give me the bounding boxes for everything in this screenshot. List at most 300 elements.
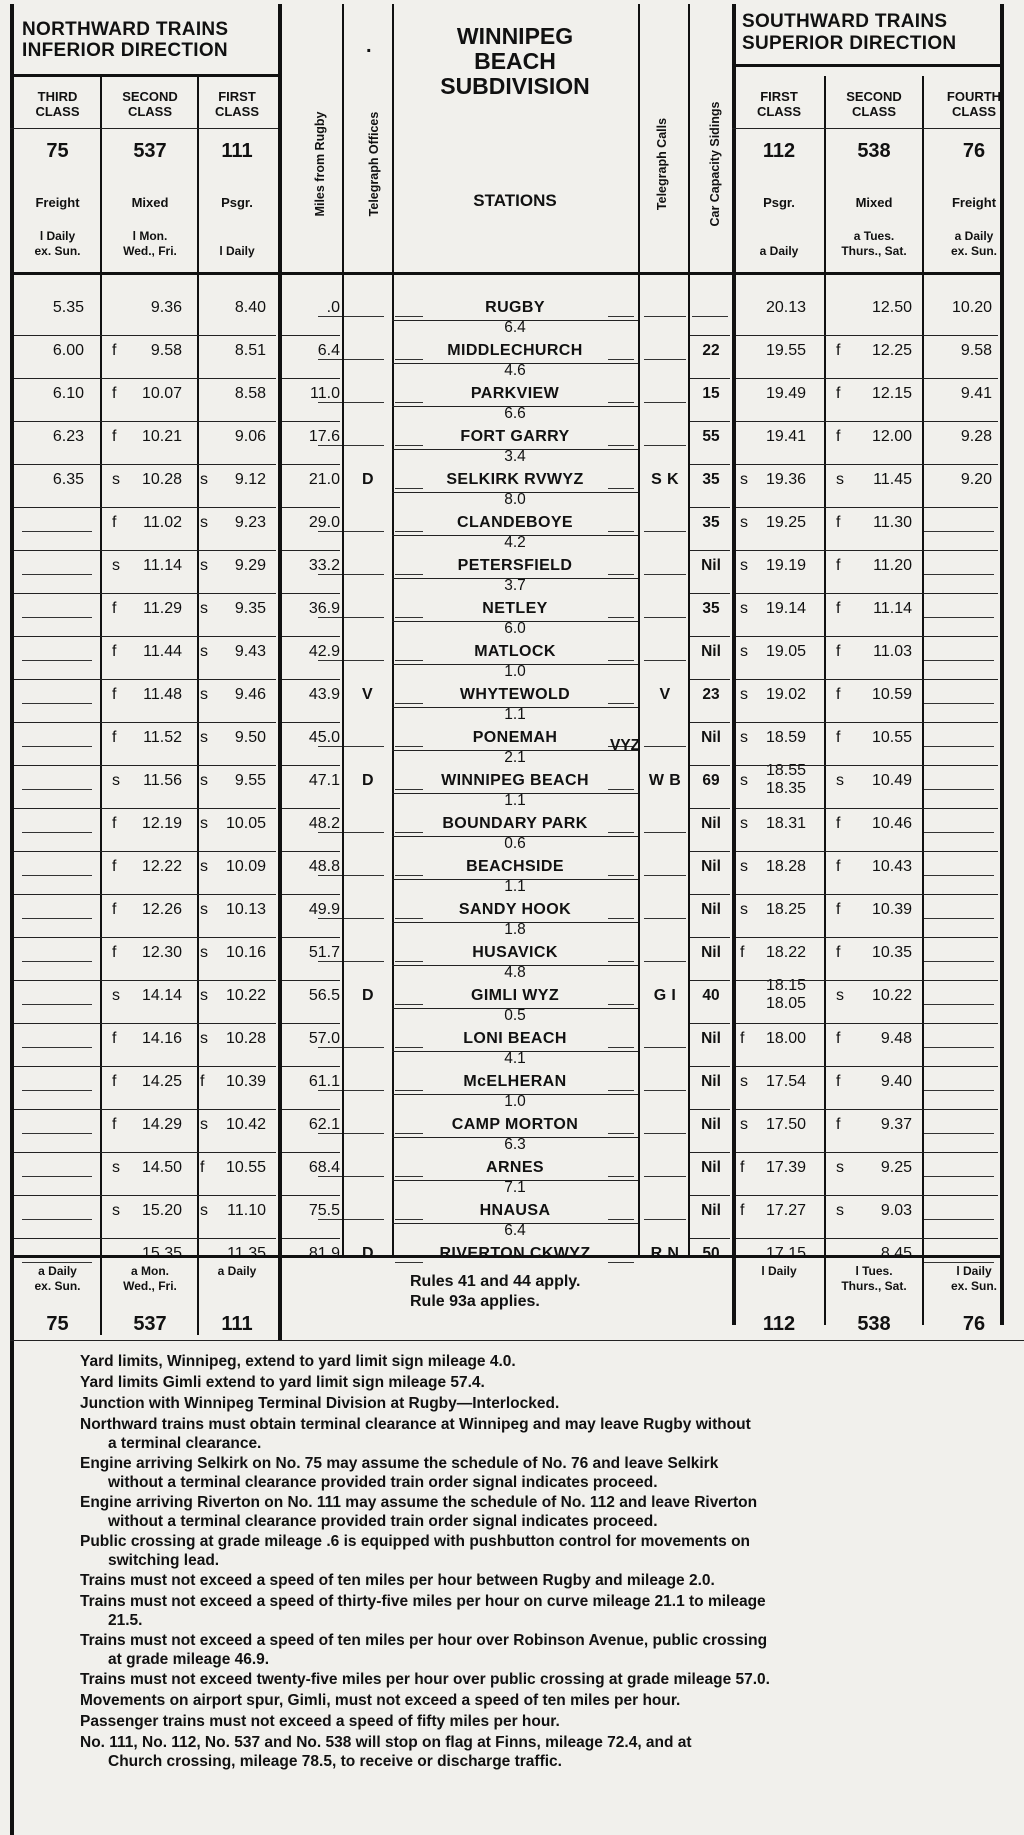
row-rule xyxy=(392,1051,638,1052)
station-name: HUSAVICK xyxy=(472,944,558,961)
telegraph-calls-header: Telegraph Calls xyxy=(655,117,669,211)
train-112-flag: s xyxy=(740,729,748,746)
northward-subtitle: INFERIOR DIRECTION xyxy=(22,40,228,61)
instruction-text: Yard limits, Winnipeg, extend to yard limit sign mileage 4.0. xyxy=(80,1353,516,1370)
train-538-flag: f xyxy=(836,385,841,402)
row-rule xyxy=(14,894,276,895)
column-rule xyxy=(638,4,640,1255)
row-rule xyxy=(736,679,998,680)
mileage: 75.5 xyxy=(308,1202,340,1219)
train-538-flag: f xyxy=(836,1116,841,1133)
distance-to-next: 4.8 xyxy=(504,964,526,981)
row-rule xyxy=(690,808,730,809)
train-112-flag: s xyxy=(740,901,748,918)
station-name: HNAUSA xyxy=(479,1202,551,1219)
train-537-flag: f xyxy=(112,815,117,832)
train-537-time: 14.25 xyxy=(141,1073,182,1090)
row-rule xyxy=(736,894,998,895)
instruction-note xyxy=(80,1532,980,1570)
train-537-flag: f xyxy=(112,385,117,402)
train-538-time: 11.30 xyxy=(873,514,912,531)
car-capacity: Nil xyxy=(701,858,721,875)
train-76-blank-line xyxy=(922,531,994,532)
station-name: PETERSFIELD xyxy=(457,557,573,574)
office-blank-line xyxy=(318,961,384,962)
office-blank-line xyxy=(318,1176,384,1177)
station-tail-line xyxy=(608,789,634,790)
train-538-flag: f xyxy=(836,428,841,445)
south_trains-days-2: a Daily xyxy=(759,244,799,258)
car-capacity-header: Car Capacity Sidings xyxy=(708,101,722,227)
distance-to-next: 6.0 xyxy=(504,620,526,637)
office-blank-line xyxy=(318,445,384,446)
station-name: RIVERTON CKWYZ xyxy=(439,1245,591,1262)
north_trains-foot-train-number: 537 xyxy=(133,1313,167,1335)
train-111-time: 10.05 xyxy=(225,815,266,832)
north_trains-train-number: 537 xyxy=(133,140,167,162)
car-capacity: 15 xyxy=(702,385,720,402)
station-name: PONEMAH xyxy=(472,729,558,746)
train-112-time: 19.25 xyxy=(765,514,807,531)
south_trains-train-number: 538 xyxy=(857,140,891,162)
train-111-flag: s xyxy=(200,1030,208,1047)
train-537-flag: f xyxy=(112,342,117,359)
train-75-blank-line xyxy=(22,875,92,876)
row-rule xyxy=(14,1066,276,1067)
instruction-text: Public crossing at grade mileage .6 is equipped with pushbutton control for movements on xyxy=(80,1533,751,1550)
train-538-flag: f xyxy=(836,815,841,832)
column-rule xyxy=(197,76,199,1335)
south_trains-foot-days-2: Thurs., Sat. xyxy=(841,1279,907,1293)
row-rule xyxy=(14,765,276,766)
instruction-note xyxy=(80,1631,980,1669)
train-75-blank-line xyxy=(22,961,92,962)
winnipeg-beach-extra-calls: VYZ xyxy=(610,737,641,754)
south_trains-train-kind: Psgr. xyxy=(763,195,795,210)
station-tail-line xyxy=(608,1047,634,1048)
row-rule xyxy=(392,664,638,665)
train-111-flag: s xyxy=(200,1116,208,1133)
train-538-flag: s xyxy=(836,471,844,488)
station-name: ARNES xyxy=(485,1159,544,1176)
train-537-time: 10.07 xyxy=(141,385,182,402)
mileage: 43.9 xyxy=(308,686,340,703)
mileage: 42.9 xyxy=(308,643,340,660)
row-rule xyxy=(282,722,340,723)
car-capacity: 69 xyxy=(702,772,720,789)
distance-to-next: 1.1 xyxy=(504,706,526,723)
row-rule xyxy=(282,1152,340,1153)
mileage: 62.1 xyxy=(308,1116,340,1133)
south_trains-train-kind: Mixed xyxy=(855,195,893,210)
train-538-time: 10.46 xyxy=(871,815,912,832)
north_trains-train-number: 111 xyxy=(221,140,253,162)
dot-mark: . xyxy=(366,35,372,57)
car-capacity: Nil xyxy=(701,643,721,660)
north_trains-foot-days-2: ex. Sun. xyxy=(34,1279,81,1293)
train-75-time: 5.35 xyxy=(52,299,84,316)
train-111-time: 9.35 xyxy=(234,600,266,617)
mileage: 49.9 xyxy=(308,901,340,918)
row-rule xyxy=(392,793,638,794)
station-tail-line xyxy=(608,1176,634,1177)
train-537-time: 11.29 xyxy=(143,600,182,617)
row-rule xyxy=(14,1109,276,1110)
call-blank-line xyxy=(644,918,686,919)
train-112-time: 18.00 xyxy=(765,1030,807,1047)
train-111-flag: s xyxy=(200,729,208,746)
instruction-text: Passenger trains must not exceed a speed of fifty miles per hour. xyxy=(80,1713,560,1730)
instruction-note xyxy=(80,1571,980,1590)
row-rule xyxy=(736,1238,998,1239)
train-112-flag: s xyxy=(740,471,748,488)
station-tail-line xyxy=(608,617,634,618)
call-blank-line xyxy=(644,660,686,661)
train-111-time: 10.39 xyxy=(225,1073,266,1090)
row-rule xyxy=(392,879,638,880)
train-538-time: 10.59 xyxy=(871,686,912,703)
north_trains-days-1: l Daily xyxy=(39,229,76,243)
train-76-time: 10.20 xyxy=(951,299,992,316)
train-112-time: 18.59 xyxy=(765,729,807,746)
train-76-blank-line xyxy=(922,1004,994,1005)
row-rule xyxy=(690,980,730,981)
station-lead-line xyxy=(395,316,423,317)
stations-header: STATIONS xyxy=(473,191,557,210)
train-538-time: 12.00 xyxy=(871,428,912,445)
south_trains-class-1: FOURTH xyxy=(946,89,1002,104)
car-capacity: Nil xyxy=(701,729,721,746)
train-538-time: 12.15 xyxy=(871,385,912,402)
row-rule xyxy=(392,363,638,364)
instruction-continuation: at grade mileage 46.9. xyxy=(108,1651,270,1668)
office-blank-line xyxy=(318,531,384,532)
rules-line-1: Rules 41 and 44 apply. xyxy=(410,1273,581,1290)
car-capacity: 55 xyxy=(702,428,720,445)
train-537-time: 14.50 xyxy=(141,1159,182,1176)
station-lead-line xyxy=(395,746,423,747)
distance-to-next: 8.0 xyxy=(504,491,526,508)
train-111-flag: s xyxy=(200,643,208,660)
call-blank-line xyxy=(644,531,686,532)
mileage: 51.7 xyxy=(308,944,340,961)
row-rule xyxy=(690,937,730,938)
station-lead-line xyxy=(395,961,423,962)
row-rule xyxy=(736,1109,998,1110)
train-111-time: 10.16 xyxy=(225,944,266,961)
row-rule xyxy=(282,894,340,895)
train-112-time: 19.05 xyxy=(765,643,807,660)
train-112-time: 17.50 xyxy=(765,1116,807,1133)
north_trains-class-1: FIRST xyxy=(218,89,256,104)
train-537-flag: s xyxy=(112,1159,120,1176)
train-111-time: 9.23 xyxy=(234,514,266,531)
call-blank-line xyxy=(644,746,686,747)
south_trains-class-2: CLASS xyxy=(851,104,897,119)
train-538-time: 10.49 xyxy=(871,772,912,789)
station-lead-line xyxy=(395,832,423,833)
row-rule xyxy=(690,722,730,723)
row-rule xyxy=(14,636,276,637)
call-blank-line xyxy=(644,1219,686,1220)
call-blank-line xyxy=(644,574,686,575)
train-537-flag: f xyxy=(112,428,117,445)
row-rule xyxy=(736,1195,998,1196)
call-blank-line xyxy=(644,402,686,403)
instruction-continuation: 21.5. xyxy=(108,1612,143,1629)
train-112-time: 18.28 xyxy=(765,858,807,875)
train-111-time: 10.13 xyxy=(225,901,266,918)
station-name: FORT GARRY xyxy=(460,428,570,445)
row-rule xyxy=(392,320,638,321)
train-76-blank-line xyxy=(922,875,994,876)
instruction-note xyxy=(80,1733,980,1771)
row-rule xyxy=(690,636,730,637)
office-blank-line xyxy=(318,746,384,747)
train-111-flag: s xyxy=(200,772,208,789)
row-rule xyxy=(282,765,340,766)
row-rule xyxy=(14,421,276,422)
row-rule xyxy=(392,621,638,622)
row-rule xyxy=(392,535,638,536)
station-lead-line xyxy=(395,402,423,403)
south_trains-days-1: a Tues. xyxy=(853,229,895,243)
north_trains-days-2: l Daily xyxy=(219,244,255,258)
telegraph-call: G I xyxy=(653,987,677,1004)
station-lead-line xyxy=(395,1090,423,1091)
train-111-time: 9.12 xyxy=(234,471,266,488)
train-112-flag: f xyxy=(740,1202,745,1219)
station-tail-line xyxy=(608,531,634,532)
station-lead-line xyxy=(395,617,423,618)
train-112-flag: s xyxy=(740,772,748,789)
southward-title: SOUTHWARD TRAINS xyxy=(742,11,948,32)
row-rule xyxy=(690,1152,730,1153)
instruction-continuation: a terminal clearance. xyxy=(108,1435,262,1452)
train-112-arrive: 18.55 xyxy=(765,762,807,779)
row-rule xyxy=(392,707,638,708)
train-537-flag: f xyxy=(112,514,117,531)
mileage: 29.0 xyxy=(308,514,340,531)
north_trains-foot-days-2: Wed., Fri. xyxy=(123,1279,177,1293)
mileage: 6.4 xyxy=(317,342,340,359)
telegraph-call: S K xyxy=(651,471,679,488)
train-537-flag: f xyxy=(112,686,117,703)
train-75-blank-line xyxy=(22,1004,92,1005)
mileage: 45.0 xyxy=(308,729,340,746)
telegraph-call: R N xyxy=(650,1245,680,1262)
instruction-text: Yard limits Gimli extend to yard limit sign mileage 57.4. xyxy=(80,1374,485,1391)
train-537-time: 15.20 xyxy=(141,1202,182,1219)
row-rule xyxy=(736,335,998,336)
train-112-time: 19.49 xyxy=(765,385,807,402)
row-rule xyxy=(736,378,998,379)
train-537-flag: f xyxy=(112,729,117,746)
row-rule xyxy=(736,464,998,465)
column-rule xyxy=(922,76,924,1325)
row-rule xyxy=(282,851,340,852)
south_trains-foot-days-1: l Daily xyxy=(956,1264,992,1278)
train-537-time: 11.14 xyxy=(143,557,182,574)
train-75-time: 6.23 xyxy=(52,428,84,445)
train-538-time: 12.50 xyxy=(871,299,912,316)
train-112-flag: s xyxy=(740,858,748,875)
row-rule xyxy=(392,922,638,923)
miles-from-rugby-header: Miles from Rugby xyxy=(313,111,327,217)
station-name: SELKIRK RVWYZ xyxy=(446,471,584,488)
south_trains-train-number: 112 xyxy=(762,140,796,162)
train-111-time: 9.29 xyxy=(234,557,266,574)
rules-line-2: Rule 93a applies. xyxy=(410,1293,540,1310)
row-rule xyxy=(14,679,276,680)
station-name: BOUNDARY PARK xyxy=(442,815,588,832)
station-lead-line xyxy=(395,1004,423,1005)
office-blank-line xyxy=(318,832,384,833)
mileage: .0 xyxy=(326,299,340,316)
train-537-flag: f xyxy=(112,1073,117,1090)
column-rule xyxy=(1000,4,1004,1325)
train-76-blank-line xyxy=(922,1176,994,1177)
train-112-flag: s xyxy=(740,1116,748,1133)
north_trains-foot-days-1: a Daily xyxy=(217,1264,257,1278)
train-112-time: 17.54 xyxy=(765,1073,807,1090)
row-rule xyxy=(392,492,638,493)
train-111-time: 10.09 xyxy=(225,858,266,875)
row-rule xyxy=(282,1109,340,1110)
row-rule xyxy=(392,965,638,966)
train-537-flag: f xyxy=(112,643,117,660)
station-tail-line xyxy=(608,961,634,962)
row-rule xyxy=(732,64,1000,67)
row-rule xyxy=(736,636,998,637)
row-rule xyxy=(392,1094,638,1095)
station-name: McELHERAN xyxy=(463,1073,567,1090)
distance-to-next: 1.1 xyxy=(504,792,526,809)
station-name: WINNIPEG BEACH xyxy=(441,772,589,789)
row-rule xyxy=(282,636,340,637)
row-rule xyxy=(10,128,278,129)
mileage: 11.0 xyxy=(310,385,340,402)
telegraph-offices-header: Telegraph Offices xyxy=(367,111,381,217)
instruction-text: No. 111, No. 112, No. 537 and No. 538 will stop on flag at Finns, mileage 72.4, and at xyxy=(80,1734,692,1751)
subdivision-line-1: WINNIPEG xyxy=(456,23,574,49)
station-lead-line xyxy=(395,789,423,790)
south_trains-foot-days-1: l Tues. xyxy=(855,1264,893,1278)
row-rule xyxy=(690,335,730,336)
car-capacity: Nil xyxy=(701,901,721,918)
station-name: MIDDLECHURCH xyxy=(447,342,583,359)
train-111-time: 10.55 xyxy=(225,1159,266,1176)
train-75-time: 6.10 xyxy=(52,385,84,402)
row-rule xyxy=(10,1255,1000,1258)
train-538-time: 10.39 xyxy=(871,901,912,918)
telegraph-office: V xyxy=(362,686,374,703)
column-rule xyxy=(688,4,690,1255)
south_trains-class-1: FIRST xyxy=(760,89,798,104)
car-capacity: 22 xyxy=(702,342,720,359)
row-rule xyxy=(732,128,1000,129)
train-75-time: 6.35 xyxy=(52,471,84,488)
station-tail-line xyxy=(608,488,634,489)
row-rule xyxy=(736,593,998,594)
mileage: 81.9 xyxy=(308,1245,340,1262)
train-111-flag: s xyxy=(200,514,208,531)
car-capacity: 40 xyxy=(702,987,720,1004)
subdivision-line-3: SUBDIVISION xyxy=(440,73,590,99)
row-rule xyxy=(14,980,276,981)
row-rule xyxy=(392,1180,638,1181)
instruction-text: Trains must not exceed a speed of ten miles per hour over Robinson Avenue, public crossing xyxy=(80,1632,768,1649)
south_trains-foot-train-number: 538 xyxy=(857,1313,891,1335)
train-537-time: 11.56 xyxy=(143,772,182,789)
train-537-flag: f xyxy=(112,1116,117,1133)
north_trains-class-2: CLASS xyxy=(214,104,260,119)
instruction-note xyxy=(80,1670,980,1689)
row-rule xyxy=(736,722,998,723)
row-rule xyxy=(690,679,730,680)
telegraph-call: V xyxy=(659,686,671,703)
row-rule xyxy=(392,836,638,837)
station-name: MATLOCK xyxy=(474,643,556,660)
row-rule xyxy=(736,980,998,981)
station-tail-line xyxy=(608,402,634,403)
train-537-time: 12.30 xyxy=(141,944,182,961)
south_trains-train-number: 76 xyxy=(962,140,986,162)
subdivision-line-2: BEACH xyxy=(474,48,556,74)
distance-to-next: 6.6 xyxy=(504,405,526,422)
south_trains-foot-days-1: l Daily xyxy=(761,1264,797,1278)
station-lead-line xyxy=(395,660,423,661)
office-blank-line xyxy=(318,1219,384,1220)
train-111-time: 10.42 xyxy=(225,1116,266,1133)
row-rule xyxy=(282,421,340,422)
north_trains-days-1: l Mon. xyxy=(132,229,168,243)
row-rule xyxy=(690,464,730,465)
column-rule xyxy=(342,4,344,1255)
train-538-time: 9.40 xyxy=(880,1073,912,1090)
train-537-flag: f xyxy=(112,944,117,961)
mileage: 47.1 xyxy=(308,772,340,789)
instruction-note xyxy=(80,1592,980,1630)
train-112-flag: s xyxy=(740,600,748,617)
train-111-time: 9.43 xyxy=(234,643,266,660)
column-rule xyxy=(824,76,826,1325)
office-blank-line xyxy=(318,617,384,618)
train-111-flag: s xyxy=(200,600,208,617)
train-538-flag: f xyxy=(836,514,841,531)
car-capacity: Nil xyxy=(701,1116,721,1133)
train-111-flag: f xyxy=(200,1073,205,1090)
train-75-blank-line xyxy=(22,832,92,833)
row-rule xyxy=(14,593,276,594)
row-rule xyxy=(10,74,278,77)
call-blank-line xyxy=(644,1176,686,1177)
call-blank-line xyxy=(644,359,686,360)
call-blank-line xyxy=(644,832,686,833)
row-rule xyxy=(14,550,276,551)
train-76-blank-line xyxy=(922,746,994,747)
north_trains-class-2: CLASS xyxy=(127,104,173,119)
station-lead-line xyxy=(395,703,423,704)
train-111-time: 10.28 xyxy=(225,1030,266,1047)
telegraph-office: D xyxy=(362,772,374,789)
instruction-text: Trains must not exceed a speed of ten miles per hour between Rugby and mileage 2.0. xyxy=(80,1572,715,1589)
train-112-flag: f xyxy=(740,1030,745,1047)
train-76-blank-line xyxy=(922,789,994,790)
train-538-flag: f xyxy=(836,1030,841,1047)
train-76-blank-line xyxy=(922,1133,994,1134)
train-538-time: 11.45 xyxy=(873,471,912,488)
